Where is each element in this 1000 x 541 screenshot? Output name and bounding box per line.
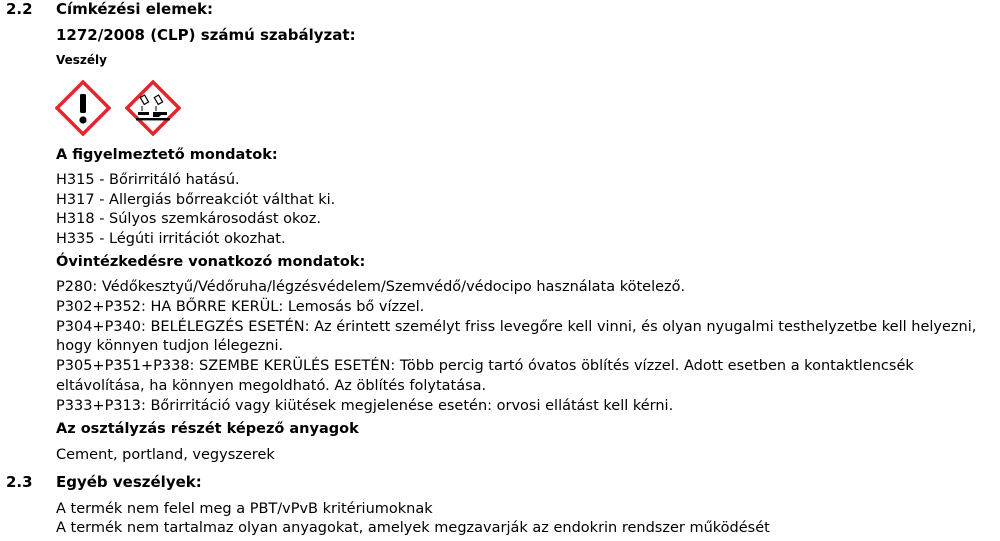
other-hazard-line: A termék nem felel meg a PBT/vPvB kritériumoknak <box>56 501 433 517</box>
precaution-statement: hogy könnyen tudjon lélegezni. <box>56 338 284 354</box>
section-title: Egyéb veszélyek: <box>56 473 202 491</box>
hazard-statement: H315 - Bőrirritáló hatású. <box>56 172 240 188</box>
hazard-statement: H317 - Allergiás bőrreakciót válthat ki. <box>56 192 336 208</box>
precaution-statement: P304+P340: BELÉLEGZÉS ESETÉN: Az érintett személyt friss levegőre kell vinni, és olyan nyugalmi testhelyzetbe kell helyezni, <box>56 319 977 335</box>
section-number: 2.3 <box>6 473 33 491</box>
corrosion-icon <box>125 80 181 136</box>
section-title: Címkézési elemek: <box>56 0 213 18</box>
section-number: 2.2 <box>6 0 33 18</box>
hazard-statement: H318 - Súlyos szemkárosodást okoz. <box>56 211 322 227</box>
hazard-statement: H335 - Légúti irritációt okozhat. <box>56 231 286 247</box>
classification-heading: Az osztályzás részét képező anyagok <box>56 421 359 437</box>
ghs-pictograms <box>55 80 181 136</box>
precaution-statement: eltávolítása, ha könnyen megoldható. Az öblítés folytatása. <box>56 378 487 394</box>
hazard-statements-heading: A figyelmeztető mondatok: <box>56 147 278 163</box>
classification-substance: Cement, portland, vegyszerek <box>56 447 275 463</box>
precaution-statement: P333+P313: Bőrirritáció vagy kiütések megjelenése esetén: orvosi ellátást kell kérni. <box>56 398 674 414</box>
signal-word: Veszély <box>56 53 107 67</box>
precaution-statement: P280: Védőkesztyű/Védőruha/légzésvédelem/Szemvédő/védocipo használata kötelező. <box>56 279 686 295</box>
precaution-statements-heading: Óvintézkedésre vonatkozó mondatok: <box>56 254 366 270</box>
precaution-statement: P305+P351+P338: SZEMBE KERÜLÉS ESETÉN: Több percig tartó óvatos öblítés vízzel. Adott esetben a kontaktlencsék <box>56 358 914 374</box>
exclamation-mark-icon <box>55 80 111 136</box>
other-hazard-line: A termék nem tartalmaz olyan anyagokat, amelyek megzavarják az endokrin rendszer működését <box>56 520 770 536</box>
precaution-statement: P302+P352: HA BŐRRE KERÜL: Lemosás bő vízzel. <box>56 299 425 315</box>
regulation-heading: 1272/2008 (CLP) számú szabályzat: <box>56 26 356 44</box>
